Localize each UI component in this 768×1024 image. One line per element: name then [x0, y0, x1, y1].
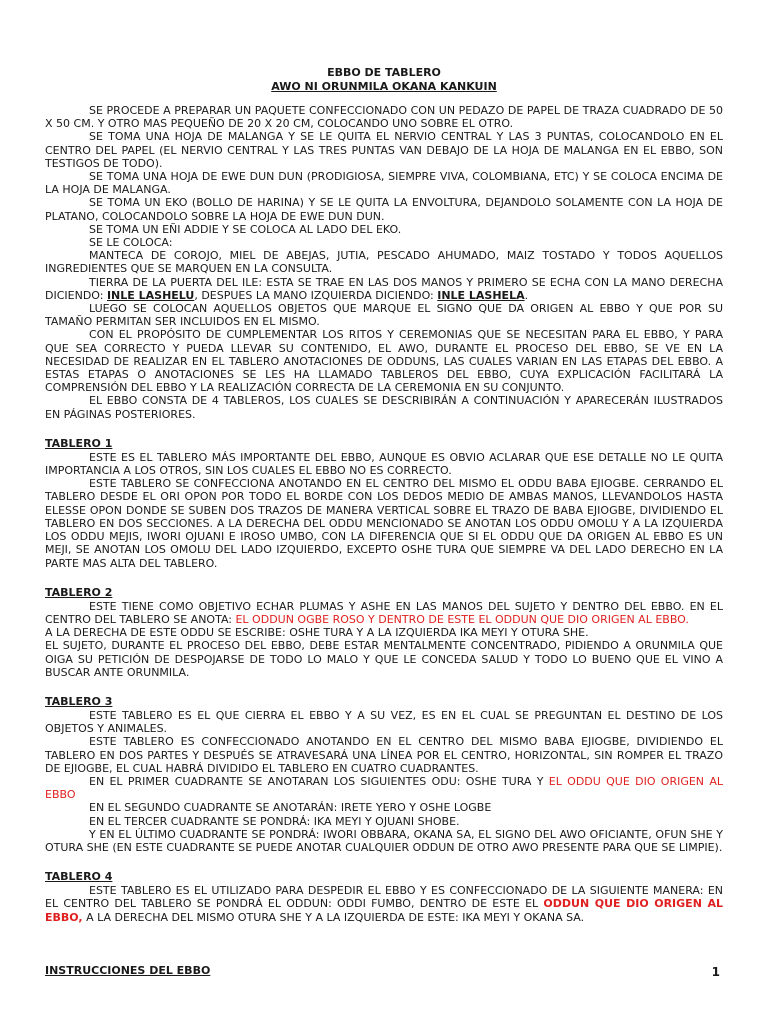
tablero-3-heading: TABLERO 3 — [45, 694, 113, 708]
tablero-1-heading: TABLERO 1 — [45, 436, 113, 450]
tablero-3-text: EN EL PRIMER CUADRANTE SE ANOTARAN LOS SIGUIENTES ODU: OSHE TURA Y — [89, 774, 549, 788]
tablero-4-red-text: ODDUN QUE DIO ORIGEN AL EBBO, — [45, 897, 723, 924]
intro-text: , DESPUES LA MANO IZQUIERDA DICIENDO: — [194, 288, 438, 302]
tablero-4-text: ESTE TABLERO ES EL UTILIZADO PARA DESPEDIR EL EBBO Y ES CONFECCIONADO DE LA SIGUIENTE MANERA: EN EL CENTRO DEL TABLERO SE PONDRÁ EL ODDUN: ODDI FUMBO, DENTRO DE ESTE EL — [45, 884, 723, 911]
document-title: EBBO DE TABLERO — [327, 66, 441, 79]
tablero-1-paragraph: ESTE TABLERO SE CONFECCIONA ANOTANDO EN EL CENTRO DEL MISMO EL ODDU BABA EJIOGBE. CERRANDO EL TABLERO DESDE EL ORI OPON POR TODO EL BORDE CON LOS DEDOS MEDIO DE AMBAS MANOS, LLEVANDOLOS HASTA ELESSE OPON DONDE SE SUBEN DOS TRAZOS DE MANERA VERTICAL SOBRE EL TRAZO DE BABA EJIOGBE, DIVIDIENDO EL TABLERO EN DOS SECCIONES. A LA DERECHA DEL ODDU MENCIONADO SE ANOTAN LOS ODDU OMOLU Y A LA IZQUIERDA LOS ODDU MEJIS, IWORI OJUANI E IROSO UMBO, CON LA DIFERENCIA QUE SI EL ODDU QUE DA ORIGEN AL EBBO ES UN MEJI, SE ANOTAN LOS OMOLU DEL LADO IZQUIERDO, EXCEPTO OSHE TURA QUE SIEMPRE VA DEL LADO DERECHO EN LA PARTE MAS ALTA DEL TABLERO. — [45, 477, 723, 570]
tablero-3-paragraph: EN EL TERCER CUADRANTE SE PONDRÁ: IKA MEYI Y OJUANI SHOBE. — [89, 814, 460, 828]
intro-paragraph: SE TOMA UNA HOJA DE EWE DUN DUN (PRODIGIOSA, SIEMPRE VIVA, COLOMBIANA, ETC) Y SE COLOCA ENCIMA DE LA HOJA DE MALANGA. — [45, 170, 723, 197]
tablero-3-paragraph: EN EL SEGUNDO CUADRANTE SE ANOTARÁN: IRETE YERO Y OSHE LOGBE — [89, 801, 492, 815]
intro-text: . — [524, 288, 529, 302]
tablero-2-heading: TABLERO 2 — [45, 585, 113, 599]
incantation-right: INLE LASHELU — [106, 288, 195, 302]
intro-paragraph: SE PROCEDE A PREPARAR UN PAQUETE CONFECCIONADO CON UN PEDAZO DE PAPEL DE TRAZA CUADRADO DE 50 X 50 CM. Y OTRO MAS PEQUEÑO DE 20 X 20 CM, COLOCANDO UNO SOBRE EL OTRO. — [45, 104, 723, 131]
intro-paragraph: LUEGO SE COLOCAN AQUELLOS OBJETOS QUE MARQUE EL SIGNO QUE DA ORIGEN AL EBBO Y QUE POR SU TAMAÑO PERMITAN SER INCLUIDOS EN EL MISMO. — [45, 302, 723, 329]
incantation-left: INLE LASHELA — [437, 288, 525, 302]
tablero-1-paragraph: ESTE ES EL TABLERO MÁS IMPORTANTE DEL EBBO, AUNQUE ES OBVIO ACLARAR QUE ESE DETALLE NO LE QUITA IMPORTANCIA A LOS OTROS, SIN LOS CUALES EL EBBO NO ES CORRECTO. — [45, 450, 723, 478]
tablero-4-text: A LA DERECHA DEL MISMO OTURA SHE Y A LA IZQUIERDA DE ESTE: IKA MEYI Y OKANA SA. — [82, 910, 585, 924]
document-body — [45, 66, 723, 978]
tablero-2-paragraph — [45, 600, 723, 626]
instrucciones-heading: INSTRUCCIONES DEL EBBO — [45, 963, 211, 977]
intro-paragraph: SE TOMA UNA HOJA DE MALANGA Y SE LE QUITA EL NERVIO CENTRAL Y LAS 3 PUNTAS, COLOCANDOLO EN EL CENTRO DEL PAPEL (EL NERVIO CENTRAL Y LAS TRES PUNTAS VAN DEBAJO DE LA HOJA DE MALANGA EN EL EBBO, SON TESTIGOS DE TODO). — [45, 130, 723, 170]
intro-paragraph: SE TOMA UN EÑI ADDIE Y SE COLOCA AL LADO DEL EKO. — [89, 222, 402, 236]
intro-paragraph: SE LE COLOCA: — [89, 236, 173, 250]
page-number: 1 — [711, 965, 720, 979]
tablero-4-paragraph — [45, 884, 723, 924]
tablero-3-paragraph: ESTE TABLERO ES CONFECCIONADO ANOTANDO EN EL CENTRO DEL MISMO BABA EJIOGBE, DIVIDIENDO EL TABLERO EN DOS PARTES Y DESPUÉS SE ATRAVESARÁ UNA LÍNEA POR EL CENTRO, HORIZONTAL, SIN ROMPER EL TRAZO DE EJIOGBE, EL CUAL HABRÁ DIVIDIDO EL TABLERO EN CUATRO CUADRANTES. — [45, 735, 723, 775]
tablero-4-heading: TABLERO 4 — [45, 870, 113, 884]
intro-paragraph — [45, 276, 723, 302]
document-subtitle: AWO NI ORUNMILA OKANA KANKUIN — [271, 80, 497, 93]
intro-paragraph: SE TOMA UN EKO (BOLLO DE HARINA) Y SE LE QUITA LA ENVOLTURA, DEJANDOLO SOLAMENTE CON LA HOJA DE PLATANO, COLOCANDOLO SOBRE LA HOJA DE EWE DUN DUN. — [45, 196, 723, 223]
intro-paragraph: EL EBBO CONSTA DE 4 TABLEROS, LOS CUALES SE DESCRIBIRÁN A CONTINUACIÓN Y APARECERÁN ILUSTRADOS EN PÁGINAS POSTERIORES. — [45, 394, 723, 421]
tablero-3-paragraph — [45, 775, 723, 801]
tablero-3-paragraph: Y EN EL ÚLTIMO CUADRANTE SE PONDRÁ: IWORI OBBARA, OKANA SA, EL SIGNO DEL AWO OFICIANTE, OFUN SHE Y OTURA SHE (EN ESTE CUADRANTE SE PUEDE ANOTAR CUALQUIER ODDUN DE OTRO AWO PRESENTE PARA QUE SE LIMPIE). — [45, 827, 723, 854]
intro-paragraph: CON EL PROPÓSITO DE CUMPLEMENTAR LOS RITOS Y CEREMONIAS QUE SE NECESITAN PARA EL EBBO, Y PARA QUE SEA CORRECTO Y PUEDA LLEVAR SU CONTENIDO, EL AWO, DURANTE EL PROCESO DEL EBBO, SE VE EN LA NECESIDAD DE REALIZAR EN EL TABLERO ANOTACIONES DE ODDUNS, LAS CUALES VARIAN EN LAS ETAPAS DEL EBBO. A ESTAS ETAPAS O ANOTACIONES SE LES HA LLAMADO TABLEROS DEL EBBO, CUYA EXPLICACIÓN FACILITARÁ LA COMPRENSIÓN DEL EBBO Y LA REALIZACIÓN CORRECTA DE LA CEREMONIA EN SU CONJUNTO. — [45, 328, 723, 395]
intro-text: TIERRA DE LA PUERTA DEL ILE: ESTA SE TRAE EN LAS DOS MANOS Y PRIMERO SE ECHA CON LA MANO DERECHA DICIENDO: — [45, 275, 723, 302]
tablero-2-red-text: EL ODDUN OGBE ROSO Y DENTRO DE ESTE EL ODDUN QUE DIO ORIGEN AL EBBO. — [235, 612, 689, 626]
tablero-3-red-text: EL ODDU QUE DIO ORIGEN AL EBBO — [45, 774, 723, 802]
intro-paragraph: MANTECA DE COROJO, MIEL DE ABEJAS, JUTIA, PESCADO AHUMADO, MAIZ TOSTADO Y TODOS AQUELLOS INGREDIENTES QUE SE MARQUEN EN LA CONSULTA. — [45, 249, 723, 276]
tablero-2-paragraph: A LA DERECHA DE ESTE ODDU SE ESCRIBE: OSHE TURA Y A LA IZQUIERDA IKA MEYI Y OTURA SHE. — [45, 626, 589, 640]
tablero-2-paragraph: EL SUJETO, DURANTE EL PROCESO DEL EBBO, DEBE ESTAR MENTALMENTE CONCENTRADO, PIDIENDO A ORUNMILA QUE OIGA SU PETICIÓN DE DESPOJARSE DE TODO LO MALO Y QUE LE CONCEDA SALUD Y TODO LO BUENO QUE EL VINO A BUSCAR ANTE ORUNMILA. — [45, 639, 723, 679]
tablero-2-text: ESTE TIENE COMO OBJETIVO ECHAR PLUMAS Y ASHE EN LAS MANOS DEL SUJETO Y DENTRO DEL EBBO. EN EL CENTRO DEL TABLERO SE ANOTA: — [45, 599, 723, 626]
tablero-3-paragraph: ESTE TABLERO ES EL QUE CIERRA EL EBBO Y A SU VEZ, ES EN EL CUAL SE PREGUNTAN EL DESTINO DE LOS OBJETOS Y ANIMALES. — [45, 708, 723, 736]
